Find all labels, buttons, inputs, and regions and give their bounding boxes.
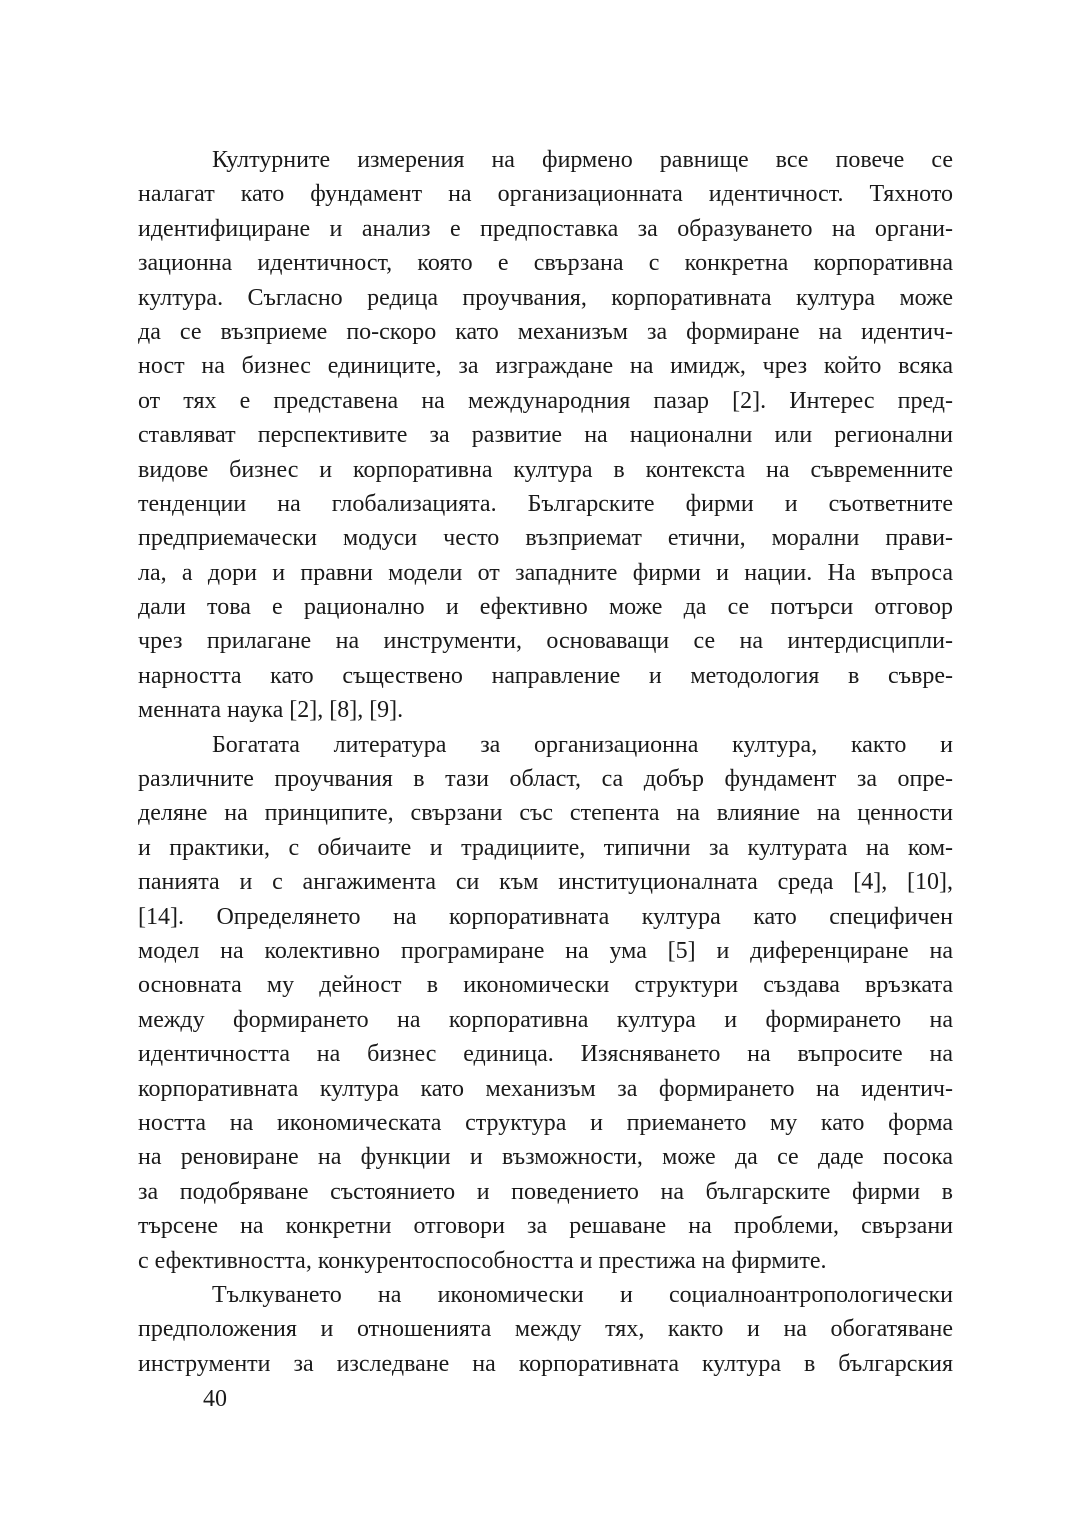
text-line: менната наука [2], [8], [9].: [138, 697, 404, 724]
text-line: култура. Съгласно редица проучвания, корпоративната култура може: [138, 284, 953, 311]
text-line: предположения и отношенията между тях, както и на обогатяване: [138, 1316, 953, 1343]
text-line: ността на икономическата структура и приемането му като форма: [138, 1109, 953, 1136]
text-line: зационна идентичност, която е свързана с конкретна корпоративна: [138, 250, 953, 277]
text-line: Тълкуването на икономически и социалноантропологически: [212, 1281, 953, 1308]
text-line: модел на колективно програмиране на ума [5] и диференциране на: [138, 937, 953, 964]
text-line: да се възприеме по-скоро като механизъм за формиране на идентич-: [138, 318, 953, 345]
text-line: идентифициране и анализ е предпоставка за образуването на органи-: [138, 215, 953, 242]
text-line: видове бизнес и корпоративна култура в контекста на съвременните: [138, 456, 953, 483]
text-line: Богатата литература за организационна култура, както и: [212, 731, 953, 758]
body-text: [138, 143, 953, 1381]
text-line: дали това е рационално и ефективно може да се потърси отговор: [138, 594, 953, 621]
paragraph: [138, 728, 953, 1278]
text-line: основната му дейност в икономически структури създава връзката: [138, 972, 953, 999]
text-line: ставляват перспективите за развитие на национални или регионални: [138, 422, 953, 449]
text-line: между формирането на корпоративна култура и формирането на: [138, 1006, 953, 1033]
text-line: ност на бизнес единиците, за изграждане на имидж, чрез който всяка: [138, 353, 953, 380]
text-line: за подобряване състоянието и поведението на българските фирми в: [138, 1178, 953, 1205]
text-line: нарността като съществено направление и методология в съвре-: [138, 662, 953, 689]
text-line: предприемачески модуси често възприемат етични, морални прави-: [138, 525, 953, 552]
text-line: инструменти за изследване на корпоративната култура в българския: [138, 1350, 953, 1377]
text-line: на реновиране на функции и възможности, може да се даде посока: [138, 1144, 953, 1171]
text-line: чрез прилагане на инструменти, основаващи се на интердисципли-: [138, 628, 953, 655]
text-line: Културните измерения на фирмено равнище все повече се: [212, 147, 953, 173]
text-line: различните проучвания в тази област, са добър фундамент за опре-: [138, 766, 953, 793]
page-number: 40: [203, 1386, 227, 1412]
text-line: ла, а дори и правни модели от западните фирми и нации. На въпроса: [138, 559, 953, 586]
text-line: панията и с ангажимента си към институционалната среда [4], [10],: [138, 869, 953, 896]
text-line: корпоративната култура като механизъм за формирането на идентич-: [138, 1075, 953, 1102]
text-line: с ефективността, конкурентоспособността и престижа на фирмите.: [138, 1247, 827, 1274]
text-line: деляне на принципите, свързани със степента на влияние на ценности: [138, 800, 953, 827]
text-line: налагат като фундамент на организационната идентичност. Тяхното: [138, 181, 953, 208]
text-line: тенденции на глобализацията. Българските фирми и съответните: [138, 490, 953, 517]
text-line: от тях е представена на международния пазар [2]. Интерес пред-: [138, 387, 953, 414]
text-line: идентичността на бизнес единица. Изясняването на въпросите на: [138, 1041, 953, 1068]
paragraph: [138, 1278, 953, 1381]
text-line: и практики, с обичаите и традициите, типични за културата на ком-: [138, 834, 953, 861]
text-line: търсене на конкретни отговори за решаване на проблеми, свързани: [138, 1213, 953, 1240]
text-line: [14]. Определянето на корпоративната култура като специфичен: [138, 903, 953, 930]
paragraph: [138, 143, 953, 728]
